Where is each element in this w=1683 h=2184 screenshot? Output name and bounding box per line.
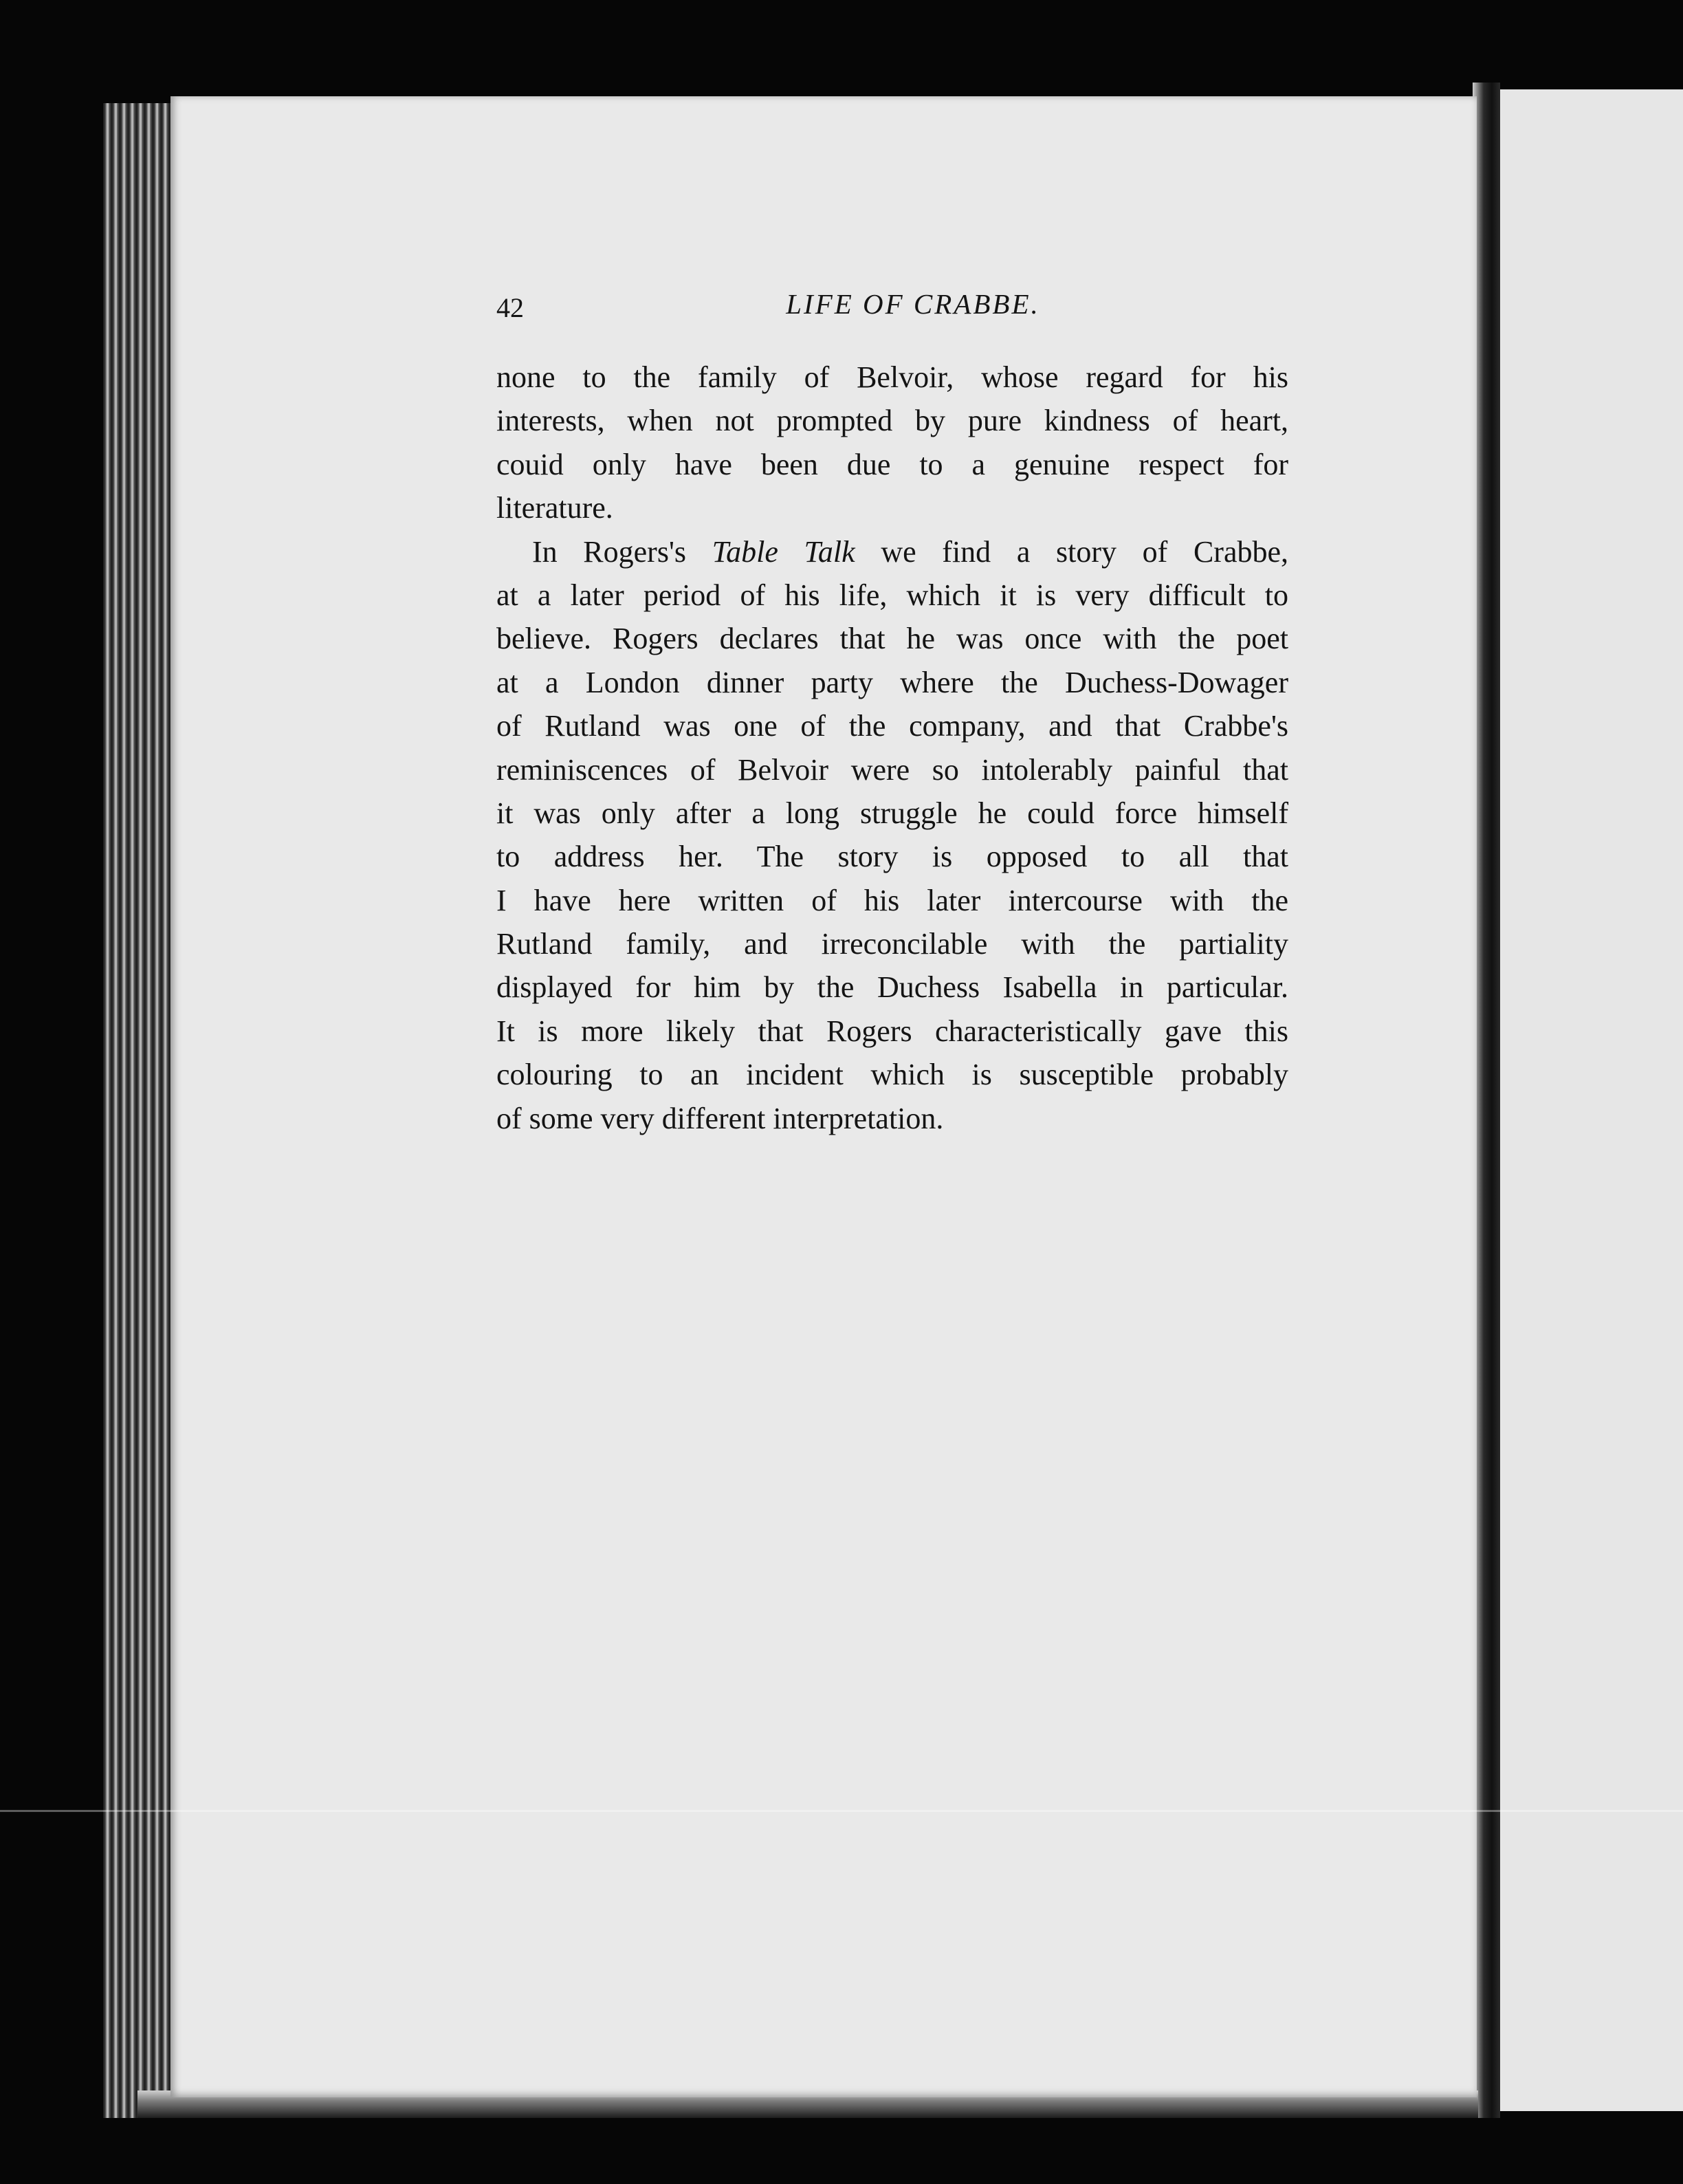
text-line: reminiscences of Belvoir were so intolerably painful that (496, 752, 1288, 787)
text-line: to address her. The story is opposed to all that (496, 840, 1288, 874)
text-line: of some very different interpretation. (496, 1101, 944, 1135)
body-text (496, 356, 1288, 1140)
running-title: LIFE OF CRABBE. (786, 288, 1040, 320)
book-title-italic: Table Talk (712, 534, 855, 569)
text-line: colouring to an incident which is susceptible probably (496, 1058, 1288, 1092)
facing-page (1500, 89, 1683, 2111)
text-line: couid only have been due to a genuine respect for (496, 447, 1288, 481)
text-line: displayed for him by the Duchess Isabella in particular. (496, 970, 1288, 1005)
text-line: I have here written of his later intercourse with the (496, 883, 1288, 917)
text-line: Rutland family, and irreconcilable with the partiality (496, 927, 1288, 961)
text-run: we find a story of Crabbe, (855, 534, 1289, 569)
text-line: at a London dinner party where the Duchess-Dowager (496, 665, 1288, 699)
running-head (496, 287, 1288, 336)
text-line: of Rutland was one of the company, and that Crabbe's (496, 709, 1288, 743)
text-line: at a later period of his life, which it is very difficult to (496, 578, 1288, 612)
text-line: It is more likely that Rogers characteristically gave this (496, 1014, 1288, 1048)
text-line: none to the family of Belvoir, whose regard for his (496, 360, 1288, 394)
page-number: 42 (496, 292, 524, 323)
text-run: In Rogers's (532, 534, 712, 569)
scan-artifact-line (0, 1810, 1683, 1812)
book-gutter (1473, 83, 1500, 2118)
text-line: believe. Rogers declares that he was once with the poet (496, 622, 1288, 656)
text-line: it was only after a long struggle he could force himself (496, 796, 1288, 830)
page-edges (103, 103, 179, 2118)
paragraph-opening-line (496, 530, 1288, 574)
text-line: literature. (496, 491, 613, 525)
text-line: interests, when not prompted by pure kindness of heart, (496, 404, 1288, 438)
